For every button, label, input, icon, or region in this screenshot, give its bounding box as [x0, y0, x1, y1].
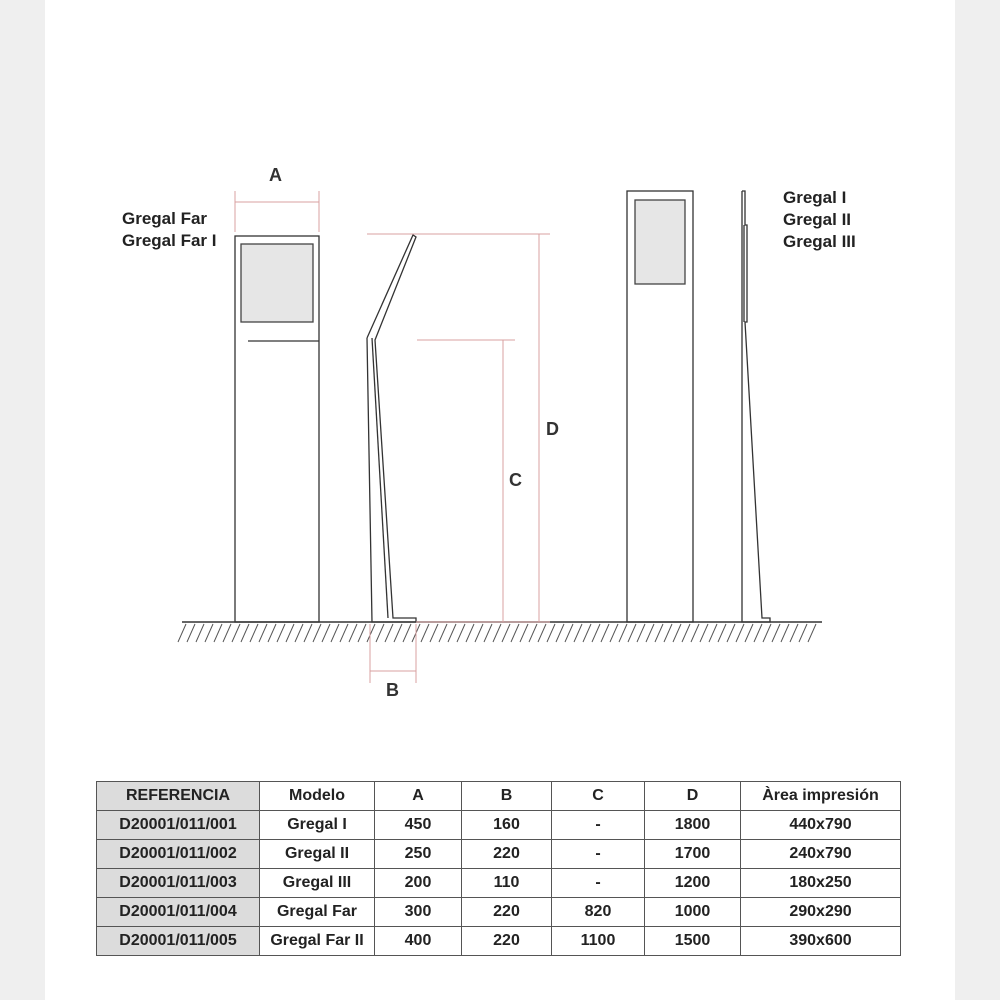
ground-hatch-line — [592, 624, 600, 642]
ground-hatch-line — [466, 624, 474, 642]
kiosk-side-gregal — [742, 191, 770, 622]
table-row — [97, 927, 901, 956]
ground-hatch-line — [574, 624, 582, 642]
table-cell: Gregal Far II — [260, 927, 375, 956]
ground-hatch-line — [763, 624, 771, 642]
ground-hatch-line — [295, 624, 303, 642]
ground-hatch-line — [259, 624, 267, 642]
ground-hatch-line — [655, 624, 663, 642]
ground-hatch-line — [376, 624, 384, 642]
ground-hatch-line — [664, 624, 672, 642]
ground-hatch-line — [214, 624, 222, 642]
ground-hatch-line — [331, 624, 339, 642]
dimension-a-label: A — [269, 165, 282, 185]
ground-hatch-line — [538, 624, 546, 642]
ground-hatch-line — [484, 624, 492, 642]
table-cell: 1000 — [645, 898, 741, 927]
ground-hatch-line — [610, 624, 618, 642]
ground-hatch-line — [520, 624, 528, 642]
table-cell: 220 — [462, 898, 552, 927]
model-name: Gregal I — [783, 188, 847, 207]
column-header: Modelo — [260, 782, 375, 811]
table-cell: D20001/011/005 — [97, 927, 260, 956]
ground-hatch-line — [439, 624, 447, 642]
right-model-names — [783, 187, 856, 253]
table-cell: - — [552, 811, 645, 840]
table-cell: D20001/011/001 — [97, 811, 260, 840]
ground-hatch-line — [313, 624, 321, 642]
ground-hatch-line — [367, 624, 375, 642]
table-cell: D20001/011/002 — [97, 840, 260, 869]
table-cell: - — [552, 840, 645, 869]
ground-hatch-line — [646, 624, 654, 642]
table-cell: 290x290 — [741, 898, 901, 927]
ground-hatch-line — [322, 624, 330, 642]
dimension-c-label: C — [509, 470, 522, 490]
ground-hatch-line — [628, 624, 636, 642]
ground-hatch-line — [385, 624, 393, 642]
table-cell: D20001/011/003 — [97, 869, 260, 898]
ground-hatch-line — [637, 624, 645, 642]
column-header: REFERENCIA — [97, 782, 260, 811]
table-cell: 250 — [375, 840, 462, 869]
table-cell: 1800 — [645, 811, 741, 840]
ground-hatch-line — [691, 624, 699, 642]
kiosk-front-gregal — [627, 191, 693, 622]
dimension-a — [235, 191, 319, 232]
ground-hatch-line — [196, 624, 204, 642]
ground-hatch-line — [565, 624, 573, 642]
ground-hatch-line — [547, 624, 555, 642]
table-cell: 1500 — [645, 927, 741, 956]
ground-hatch-line — [502, 624, 510, 642]
table-cell: Gregal I — [260, 811, 375, 840]
table-cell: 160 — [462, 811, 552, 840]
ground-hatch-line — [223, 624, 231, 642]
table-header-row — [97, 782, 901, 811]
ground-hatch-line — [430, 624, 438, 642]
specification-table — [96, 781, 901, 956]
table-cell: Gregal Far — [260, 898, 375, 927]
ground-hatch-line — [178, 624, 186, 642]
table-cell: 1200 — [645, 869, 741, 898]
table-cell: 820 — [552, 898, 645, 927]
kiosk-side-far — [367, 235, 416, 622]
model-name: Gregal Far — [122, 209, 208, 228]
ground-hatch-line — [799, 624, 807, 642]
ground-hatch-line — [277, 624, 285, 642]
ground-hatch-line — [790, 624, 798, 642]
ground-hatch-line — [601, 624, 609, 642]
ground-hatch-line — [241, 624, 249, 642]
table-cell: 450 — [375, 811, 462, 840]
table-cell: D20001/011/004 — [97, 898, 260, 927]
ground — [178, 622, 822, 642]
dimension-c — [417, 340, 515, 622]
table-row — [97, 898, 901, 927]
model-name: Gregal II — [783, 210, 852, 229]
table-cell: 300 — [375, 898, 462, 927]
table-row — [97, 811, 901, 840]
dimension-b-label: B — [386, 680, 399, 700]
dimension-d-label: D — [546, 419, 559, 439]
ground-hatch-line — [718, 624, 726, 642]
ground-hatch-line — [781, 624, 789, 642]
ground-hatch-line — [187, 624, 195, 642]
ground-hatch-line — [232, 624, 240, 642]
ground-hatch-line — [268, 624, 276, 642]
dimension-b — [370, 624, 416, 683]
ground-hatch-line — [421, 624, 429, 642]
column-header: D — [645, 782, 741, 811]
ground-hatch-line — [673, 624, 681, 642]
table-cell: 200 — [375, 869, 462, 898]
ground-hatch-line — [349, 624, 357, 642]
left-model-names — [122, 208, 216, 252]
ground-hatch-line — [700, 624, 708, 642]
kiosk-front-far — [235, 236, 319, 622]
table-cell: Gregal III — [260, 869, 375, 898]
ground-hatch-line — [394, 624, 402, 642]
table-cell: 1100 — [552, 927, 645, 956]
table-cell: 220 — [462, 927, 552, 956]
model-name: Gregal III — [783, 232, 856, 251]
ground-hatch-line — [808, 624, 816, 642]
ground-hatch-line — [619, 624, 627, 642]
ground-hatch-line — [457, 624, 465, 642]
ground-hatch-line — [250, 624, 258, 642]
ground-hatch-line — [286, 624, 294, 642]
ground-hatch-line — [403, 624, 411, 642]
ground-hatch-line — [754, 624, 762, 642]
ground-hatch-line — [772, 624, 780, 642]
ground-hatch-line — [583, 624, 591, 642]
column-header: C — [552, 782, 645, 811]
ground-hatch-line — [709, 624, 717, 642]
ground-hatch-line — [340, 624, 348, 642]
ground-hatch-line — [745, 624, 753, 642]
column-header: Àrea impresión — [741, 782, 901, 811]
ground-hatch-line — [529, 624, 537, 642]
column-header: A — [375, 782, 462, 811]
ground-hatch-line — [556, 624, 564, 642]
table-cell: 220 — [462, 840, 552, 869]
ground-hatch-line — [205, 624, 213, 642]
table-row — [97, 840, 901, 869]
ground-hatch-line — [358, 624, 366, 642]
table-cell: 180x250 — [741, 869, 901, 898]
table-cell: 390x600 — [741, 927, 901, 956]
ground-hatch-line — [736, 624, 744, 642]
table-cell: Gregal II — [260, 840, 375, 869]
ground-hatch-line — [511, 624, 519, 642]
table-cell: 110 — [462, 869, 552, 898]
ground-hatch-line — [475, 624, 483, 642]
column-header: B — [462, 782, 552, 811]
table-cell: 400 — [375, 927, 462, 956]
table-cell: 1700 — [645, 840, 741, 869]
table-cell: 440x790 — [741, 811, 901, 840]
ground-hatch-line — [682, 624, 690, 642]
model-name: Gregal Far I — [122, 231, 217, 250]
ground-hatch-line — [493, 624, 501, 642]
ground-hatch-line — [448, 624, 456, 642]
ground-hatch-line — [304, 624, 312, 642]
table-cell: - — [552, 869, 645, 898]
table-cell: 240x790 — [741, 840, 901, 869]
ground-hatch-line — [727, 624, 735, 642]
table-row — [97, 869, 901, 898]
